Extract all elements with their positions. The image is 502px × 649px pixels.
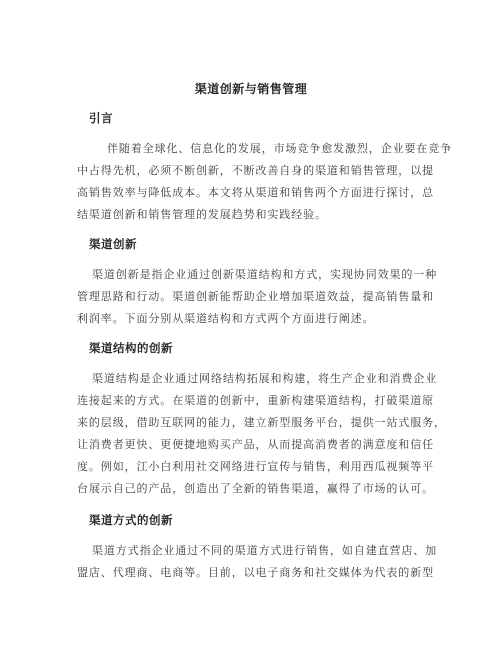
- paragraph-line: 来的层级，借助互联网的能力，建立新型服务平台，提供一站式服务，: [77, 416, 446, 429]
- section-heading-channel-innovation: 渠道创新: [89, 237, 137, 251]
- paragraph-line: 结渠道创新和销售管理的发展趋势和实践经验。: [77, 208, 327, 221]
- paragraph-line: 渠道方式指企业通过不同的渠道方式进行销售，如自建直营店、加: [92, 544, 438, 557]
- document-title: 渠道创新与销售管理: [194, 82, 308, 96]
- section-heading-channel-method: 渠道方式的创新: [89, 513, 173, 527]
- paragraph-line: 管理思路和行动。渠道创新能帮助企业增加渠道效益，提高销售量和: [77, 290, 434, 303]
- paragraph-line: 台展示自己的产品，创造出了全新的销售渠道，赢得了市场的认可。: [77, 482, 434, 495]
- section-heading-channel-structure: 渠道结构的创新: [89, 341, 173, 355]
- paragraph-line: 让消费者更快、更便捷地购买产品，从而提高消费者的满意度和信任: [77, 438, 434, 451]
- section-heading-intro: 引言: [89, 111, 113, 125]
- paragraph-line: 伴随着全球化、信息化的发展，市场竞争愈发激烈，企业要在竞争: [107, 142, 453, 155]
- paragraph-line: 渠道结构是企业通过网络结构拓展和构建，将生产企业和消费企业: [92, 372, 438, 385]
- paragraph-line: 高销售效率与降低成本。本文将从渠道和销售两个方面进行探讨，总: [77, 186, 434, 199]
- paragraph-line: 连接起来的方式。在渠道的创新中，重新构建渠道结构，打破渠道原: [77, 394, 434, 407]
- paragraph-line: 渠道创新是指企业通过创新渠道结构和方式，实现协同效果的一种: [92, 268, 438, 281]
- paragraph-line: 中占得先机，必须不断创新，不断改善自身的渠道和销售管理，以提: [77, 164, 434, 177]
- paragraph-line: 利润率。下面分别从渠道结构和方式两个方面进行阐述。: [77, 312, 375, 325]
- paragraph-line: 度。例如，江小白利用社交网络进行宣传与销售，利用西瓜视频等平: [77, 460, 434, 473]
- paragraph-line: 盟店、代理商、电商等。目前，以电子商务和社交媒体为代表的新型: [77, 566, 434, 579]
